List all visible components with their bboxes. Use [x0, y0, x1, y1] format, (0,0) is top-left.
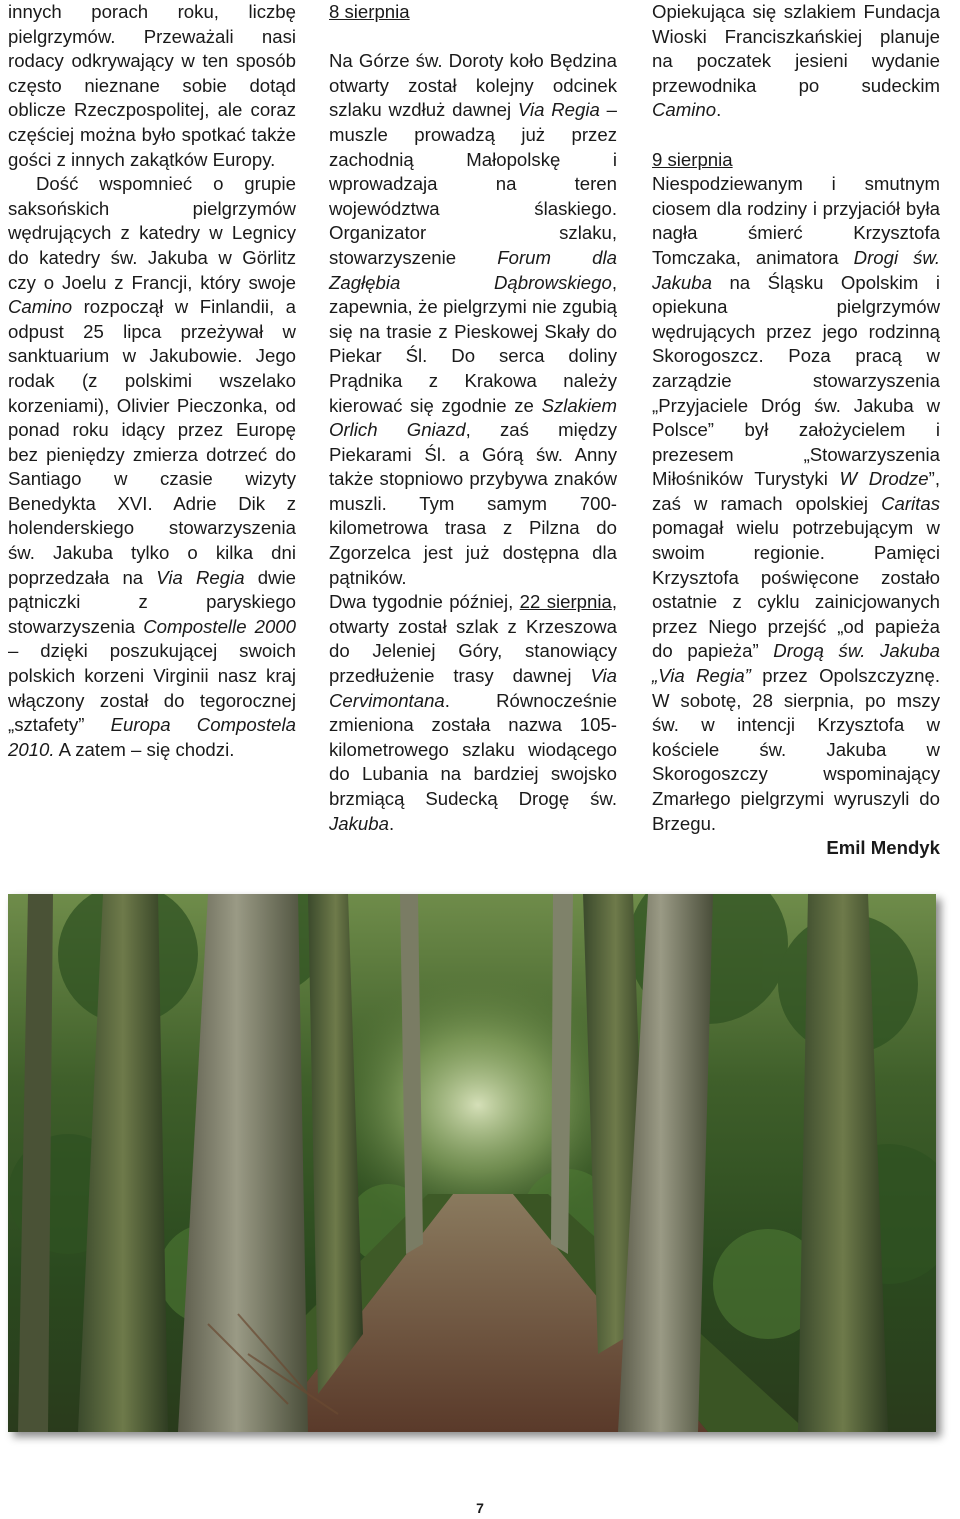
italic-term: Camino [8, 296, 73, 318]
italic-term: Europa Compostela 2010. [8, 714, 296, 760]
text-run: dwie pątniczki z paryskiego stowarzyszenia [8, 566, 296, 637]
paragraph: innych porach roku, liczbę pielgrzymów. Przeważali nasi rodacy odkrywający w ten sposób często nieznane sobie dotąd oblicze Rzeczpospolitej, ale coraz częściej można było spotkać także gości z innych zakątków Europy. [8, 1, 296, 170]
italic-term: Drogą św. Jakuba „Via Regia” [652, 640, 941, 687]
text-run: – dzięki poszukującej swoich polskich korzeni Virginii nasz kraj włączony został do tegorocznej „sztafety” [8, 640, 296, 736]
text-run: , otwarty został szlak z Krzeszowa do Jeleniej Góry, stanowiący przedłużenie trasy dawnej [329, 591, 617, 687]
italic-term: Via Regia [517, 99, 600, 121]
text-run: Opiekująca się szlakiem Fundacja Wioski Franciszkańskiej planuje na poczatek jesieni wydanie przewodnika po sudeckim [652, 1, 940, 96]
italic-term: Caritas [881, 492, 940, 514]
italic-term: Via Regia [156, 566, 245, 588]
text-run: . [388, 812, 395, 834]
text-run: ”, zaś w ramach opolskiej [652, 468, 941, 514]
italic-term: Via Cervimontana [329, 665, 617, 711]
text-run: Dość wspomnieć o grupie saksońskich pielgrzymów wędrujących z katedry w Legnicy do katedry św. Jakuba w Görlitz czy o Joelu z Francji, który swoje [8, 173, 296, 293]
article-column-3 [652, 0, 940, 861]
text-run: rozpoczął w Finlandii, a odpust 25 lipca przeżywał w sanktuarium w Jakubowie. Jego rodak (z polskimi wszelako korzeniami), Olivier Pieczonka, od ponad roku idący przez Europę bez pieniędzy zmierza dotrzeć do Santiago w czasie wizyty Benedykta XVI. Adrie Dik z holenderskiego stowarzyszenia św. Jakuba tylko o kilka dni poprzedzała na [8, 296, 296, 588]
text-run: , zapewnia, że pielgrzymi nie zgubią się na trasie z Pieskowej Skały do Piekar Śl. Do serca doliny Prądnika z Krakowa należy kierować się zgodnie ze [329, 271, 617, 416]
forest-path-photo [8, 894, 936, 1432]
text-run: przez Opolszczyznę. W sobotę, 28 sierpnia, po mszy św. w intencji Krzysztofa w kościele św. Jakuba w Skorogoszczy wspominający Zmarłego pielgrzymi wyruszyli do Brzegu. [652, 665, 940, 834]
text-run: A zatem – się chodzi. [54, 738, 235, 760]
text-run: . [716, 99, 722, 121]
article-column-1 [8, 0, 296, 762]
text-run: Niespodziewanym i smutnym ciosem dla rodziny i przyjaciół była nagła śmierć Krzysztofa Tomczaka, animatora [652, 173, 940, 268]
paragraph [329, 49, 617, 590]
text-run: Na Górze św. Doroty koło Będzina otwarty został kolejny odcinek szlaku wzdłuż dawnej [329, 50, 617, 121]
italic-term: Szlakiem Orlich Gniazd [329, 394, 617, 441]
spacer [652, 123, 940, 148]
spacer [329, 25, 617, 50]
italic-term: Drogi św. Jakuba [652, 246, 940, 293]
paragraph [8, 172, 296, 762]
italic-term: Compostelle 2000 [143, 615, 296, 637]
text-run: , zaś między Piekarami Śl. a Górą św. Anny także stopniowo przybywa znaków muszli. Tym samym 700-kilometrowa trasa z Pilzna do Zgorzelca jest już dostępna dla pątników. [329, 419, 618, 588]
text-run: na Śląsku Opolskim i opiekuna pielgrzymów wędrujących przez jego rodzinną Skorogoszcz. Poza pracą w zarządzie stowarzyszenia „Przyjaciele Dróg św. Jakuba w Polsce” był założycielem i prezesem „Stowarzyszenia Miłośników Turystyki [652, 271, 940, 490]
text-run: Dwa tygodnie później, [329, 591, 520, 613]
text-run: – muszle prowadzą już przez zachodnią Małopolskę i wprowadzaja na teren województwa ślaskiego. Organizator szlaku, stowarzyszenie [329, 99, 617, 268]
inline-date: 22 sierpnia [519, 591, 612, 613]
forest-illustration [8, 894, 936, 1432]
italic-term: Forum dla Zagłębia Dąbrowskiego [329, 246, 617, 293]
italic-term: W Drodze [839, 468, 929, 490]
text-run: pomagał wielu potrzebującym w swoim regionie. Pamięci Krzysztofa poświęcone zostało ostatnie z cyklu zainicjowanych przez Niego przejść „od papieża do papieża” [652, 517, 940, 662]
page-number: 7 [476, 1500, 484, 1516]
paragraph [652, 0, 940, 123]
article-column-2 [329, 0, 617, 836]
paragraph [652, 172, 940, 836]
author-signature: Emil Mendyk [826, 837, 940, 859]
text-run: . Równocześnie zmieniona została nazwa 105-kilometrowego szlaku wiodącego do Lubania na bardziej swojsko brzmiącą Sudecką Drogę św. [329, 689, 617, 809]
section-date: 8 sierpnia [329, 1, 410, 22]
italic-term: Camino [652, 99, 717, 121]
italic-term: Jakuba [329, 812, 389, 834]
section-date: 9 sierpnia [652, 148, 733, 170]
paragraph [329, 590, 617, 836]
